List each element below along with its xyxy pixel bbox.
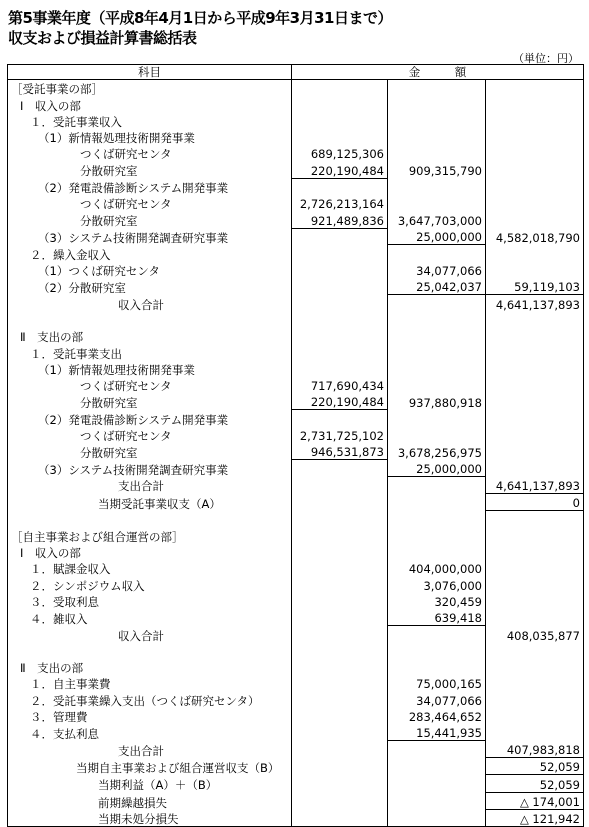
row-label: （2）発電設備診断システム開発事業 xyxy=(8,178,292,195)
amount-col-2: 283,464,652 xyxy=(388,708,486,724)
amount-col-3 xyxy=(486,262,584,278)
amount-col-3 xyxy=(486,361,584,377)
amount-col-3 xyxy=(486,129,584,145)
row-label: ２．受託事業繰入支出（つくば研究センタ） xyxy=(8,691,292,707)
amount-col-2: 3,076,000 xyxy=(388,576,486,592)
amount-col-2: 639,418 xyxy=(388,609,486,626)
amount-col-3 xyxy=(486,576,584,592)
amount-col-1 xyxy=(292,560,388,576)
amount-col-3: △ 174,001 xyxy=(486,792,584,809)
table-row xyxy=(8,410,584,427)
amount-col-1 xyxy=(292,810,388,827)
row-label: つくば研究センタ xyxy=(8,427,292,443)
amount-col-2 xyxy=(388,792,486,809)
row-label: ３．受取利息 xyxy=(8,593,292,609)
row-label: Ⅰ 収入の部 xyxy=(8,96,292,112)
amount-col-1 xyxy=(292,477,388,494)
table-row xyxy=(8,262,584,278)
table-header-row xyxy=(8,65,584,80)
amount-col-1 xyxy=(292,96,388,112)
table-row xyxy=(8,295,584,312)
amount-col-2 xyxy=(388,741,486,758)
statement-title: 収支および損益計算書総括表 xyxy=(8,29,197,47)
table-body xyxy=(8,80,584,827)
row-label: 支出合計 xyxy=(8,477,292,494)
amount-col-2 xyxy=(388,312,486,328)
table-row xyxy=(8,810,584,827)
amount-col-1 xyxy=(292,775,388,792)
unit-label: （単位：円） xyxy=(513,52,579,65)
table-row xyxy=(8,477,584,494)
amount-col-2 xyxy=(388,810,486,827)
amount-col-3 xyxy=(486,178,584,195)
table-row xyxy=(8,80,584,97)
row-label: 当期利益（A）＋（B） xyxy=(8,775,292,792)
row-label: ２．繰入金収入 xyxy=(8,245,292,262)
amount-col-1 xyxy=(292,295,388,312)
amount-col-1 xyxy=(292,113,388,129)
amount-col-3 xyxy=(486,113,584,129)
table-row xyxy=(8,560,584,576)
amount-col-2 xyxy=(388,626,486,643)
amount-col-3 xyxy=(486,145,584,161)
row-label xyxy=(8,312,292,328)
amount-col-2 xyxy=(388,758,486,775)
row-label: 当期受託事業収支（A） xyxy=(8,493,292,510)
amount-col-2 xyxy=(388,427,486,443)
amount-col-1 xyxy=(292,593,388,609)
amount-col-2 xyxy=(388,245,486,262)
amount-col-3 xyxy=(486,410,584,427)
amount-col-2 xyxy=(388,113,486,129)
amount-col-3: 408,035,877 xyxy=(486,626,584,643)
row-label: Ⅰ 収入の部 xyxy=(8,544,292,560)
row-label: Ⅱ 支出の部 xyxy=(8,328,292,344)
amount-col-1: 220,190,484 xyxy=(292,393,388,410)
amount-col-2 xyxy=(388,328,486,344)
row-label: （3）システム技術開発調査研究事業 xyxy=(8,228,292,245)
amount-col-3 xyxy=(486,691,584,707)
amount-col-1 xyxy=(292,708,388,724)
amount-col-1 xyxy=(292,792,388,809)
amount-col-1: 2,731,725,102 xyxy=(292,427,388,443)
table-row xyxy=(8,427,584,443)
amount-col-3 xyxy=(486,211,584,228)
table-row xyxy=(8,129,584,145)
amount-col-1 xyxy=(292,460,388,477)
row-label xyxy=(8,511,292,528)
table-row xyxy=(8,528,584,544)
table-row xyxy=(8,544,584,560)
amount-col-3 xyxy=(486,724,584,741)
amount-col-3 xyxy=(486,377,584,393)
statement-period-title: 第5事業年度（平成8年4月1日から平成9年3月31日まで） xyxy=(8,9,392,27)
amount-col-1 xyxy=(292,724,388,741)
amount-col-3 xyxy=(486,161,584,178)
amount-col-1 xyxy=(292,659,388,675)
amount-col-1 xyxy=(292,544,388,560)
amount-col-1: 220,190,484 xyxy=(292,161,388,178)
amount-col-1 xyxy=(292,178,388,195)
amount-col-1: 946,531,873 xyxy=(292,443,388,460)
table-row xyxy=(8,228,584,245)
amount-col-1 xyxy=(292,344,388,360)
amount-col-2 xyxy=(388,344,486,360)
table-row xyxy=(8,493,584,510)
table-row xyxy=(8,377,584,393)
amount-col-3 xyxy=(486,460,584,477)
amount-col-2 xyxy=(388,643,486,659)
amount-col-1 xyxy=(292,675,388,691)
amount-col-1 xyxy=(292,609,388,626)
amount-col-3: 59,119,103 xyxy=(486,278,584,295)
amount-col-1: 921,489,836 xyxy=(292,211,388,228)
amount-col-3: 52,059 xyxy=(486,758,584,775)
amount-col-2: 320,459 xyxy=(388,593,486,609)
row-label: ３．管理費 xyxy=(8,708,292,724)
amount-col-3: △ 121,942 xyxy=(486,810,584,827)
row-label: Ⅱ 支出の部 xyxy=(8,659,292,675)
amount-col-2: 909,315,790 xyxy=(388,161,486,178)
row-label: ４．支払利息 xyxy=(8,724,292,741)
amount-col-3 xyxy=(486,393,584,410)
row-label: （1）新情報処理技術開発事業 xyxy=(8,361,292,377)
row-label: １．賦課金収入 xyxy=(8,560,292,576)
amount-col-3 xyxy=(486,96,584,112)
amount-col-3 xyxy=(486,245,584,262)
amount-col-1 xyxy=(292,643,388,659)
amount-col-1 xyxy=(292,493,388,510)
header-amount: 金 額 xyxy=(292,65,584,80)
amount-col-2 xyxy=(388,775,486,792)
amount-col-3: 4,641,137,893 xyxy=(486,477,584,494)
row-label: （1）新情報処理技術開発事業 xyxy=(8,129,292,145)
row-label: １．自主事業費 xyxy=(8,675,292,691)
row-label: 分散研究室 xyxy=(8,443,292,460)
row-label: ４．雑収入 xyxy=(8,609,292,626)
amount-col-2: 404,000,000 xyxy=(388,560,486,576)
row-label: 分散研究室 xyxy=(8,161,292,178)
amount-col-2 xyxy=(388,493,486,510)
row-label: ［受託事業の部］ xyxy=(8,80,292,97)
amount-col-3: 52,059 xyxy=(486,775,584,792)
table-row xyxy=(8,775,584,792)
row-label: （3）システム技術開発調査研究事業 xyxy=(8,460,292,477)
table-row xyxy=(8,195,584,211)
table-row xyxy=(8,161,584,178)
amount-col-1 xyxy=(292,626,388,643)
amount-col-3: 4,641,137,893 xyxy=(486,295,584,312)
table-row xyxy=(8,675,584,691)
table-row xyxy=(8,443,584,460)
amount-col-3 xyxy=(486,560,584,576)
table-row xyxy=(8,741,584,758)
table-row xyxy=(8,361,584,377)
table-row xyxy=(8,178,584,195)
amount-col-1 xyxy=(292,741,388,758)
amount-col-3 xyxy=(486,708,584,724)
table-row xyxy=(8,758,584,775)
income-statement-table xyxy=(7,64,584,827)
amount-col-2 xyxy=(388,96,486,112)
row-label: ［自主事業および組合運営の部］ xyxy=(8,528,292,544)
amount-col-1 xyxy=(292,528,388,544)
table-row xyxy=(8,113,584,129)
amount-col-2: 3,678,256,975 xyxy=(388,443,486,460)
amount-col-1 xyxy=(292,262,388,278)
amount-col-3 xyxy=(486,344,584,360)
amount-col-2: 34,077,066 xyxy=(388,691,486,707)
row-label: １．受託事業支出 xyxy=(8,344,292,360)
table-row xyxy=(8,708,584,724)
amount-col-1 xyxy=(292,129,388,145)
amount-col-1 xyxy=(292,758,388,775)
amount-col-1 xyxy=(292,576,388,592)
table-row xyxy=(8,245,584,262)
amount-col-2: 937,880,918 xyxy=(388,393,486,410)
table-row xyxy=(8,609,584,626)
amount-col-2 xyxy=(388,528,486,544)
row-label: （2）発電設備診断システム開発事業 xyxy=(8,410,292,427)
table-row xyxy=(8,792,584,809)
amount-col-3: 0 xyxy=(486,493,584,510)
table-row xyxy=(8,278,584,295)
amount-col-1 xyxy=(292,228,388,245)
row-label: （2）分散研究室 xyxy=(8,278,292,295)
row-label: つくば研究センタ xyxy=(8,145,292,161)
table-row xyxy=(8,724,584,741)
amount-col-3 xyxy=(486,80,584,97)
amount-col-2: 25,000,000 xyxy=(388,228,486,245)
amount-col-3 xyxy=(486,659,584,675)
table-row xyxy=(8,460,584,477)
header-item: 科目 xyxy=(8,65,292,80)
amount-col-1 xyxy=(292,410,388,427)
amount-col-2 xyxy=(388,377,486,393)
amount-col-2 xyxy=(388,129,486,145)
amount-col-3 xyxy=(486,328,584,344)
amount-col-3 xyxy=(486,528,584,544)
table-row xyxy=(8,659,584,675)
amount-col-2 xyxy=(388,659,486,675)
amount-col-1: 2,726,213,164 xyxy=(292,195,388,211)
row-label: 分散研究室 xyxy=(8,393,292,410)
amount-col-2: 25,000,000 xyxy=(388,460,486,477)
amount-col-3: 4,582,018,790 xyxy=(486,228,584,245)
amount-col-3 xyxy=(486,195,584,211)
amount-col-2 xyxy=(388,178,486,195)
amount-col-1 xyxy=(292,361,388,377)
row-label xyxy=(8,643,292,659)
amount-col-2 xyxy=(388,410,486,427)
amount-col-1 xyxy=(292,511,388,528)
amount-col-2: 3,647,703,000 xyxy=(388,211,486,228)
amount-col-2: 75,000,165 xyxy=(388,675,486,691)
table-row xyxy=(8,626,584,643)
amount-col-3 xyxy=(486,643,584,659)
amount-col-1 xyxy=(292,328,388,344)
amount-col-3 xyxy=(486,312,584,328)
amount-col-1 xyxy=(292,245,388,262)
table-row xyxy=(8,145,584,161)
table-row xyxy=(8,643,584,659)
amount-col-3 xyxy=(486,593,584,609)
row-label: つくば研究センタ xyxy=(8,195,292,211)
amount-col-2 xyxy=(388,195,486,211)
table-row xyxy=(8,328,584,344)
table-row xyxy=(8,312,584,328)
row-label: 支出合計 xyxy=(8,741,292,758)
amount-col-2: 25,042,037 xyxy=(388,278,486,295)
row-label: 収入合計 xyxy=(8,295,292,312)
amount-col-1 xyxy=(292,691,388,707)
row-label: つくば研究センタ xyxy=(8,377,292,393)
amount-col-3 xyxy=(486,675,584,691)
amount-col-2: 34,077,066 xyxy=(388,262,486,278)
amount-col-2 xyxy=(388,477,486,494)
amount-col-3 xyxy=(486,443,584,460)
row-label: １．受託事業収入 xyxy=(8,113,292,129)
amount-col-3 xyxy=(486,427,584,443)
amount-col-2: 15,441,935 xyxy=(388,724,486,741)
amount-col-2 xyxy=(388,361,486,377)
amount-col-2 xyxy=(388,511,486,528)
table-row xyxy=(8,691,584,707)
row-label: 当期未処分損失 xyxy=(8,810,292,827)
amount-col-2 xyxy=(388,80,486,97)
row-label: 前期繰越損失 xyxy=(8,792,292,809)
amount-col-3: 407,983,818 xyxy=(486,741,584,758)
amount-col-3 xyxy=(486,511,584,528)
amount-col-1 xyxy=(292,312,388,328)
table-row xyxy=(8,511,584,528)
table-row xyxy=(8,593,584,609)
row-label: ２．シンポジウム収入 xyxy=(8,576,292,592)
amount-col-1: 717,690,434 xyxy=(292,377,388,393)
row-label: 分散研究室 xyxy=(8,211,292,228)
amount-col-1 xyxy=(292,80,388,97)
amount-col-3 xyxy=(486,544,584,560)
row-label: 当期自主事業および組合運営収支（B） xyxy=(8,758,292,775)
row-label: 収入合計 xyxy=(8,626,292,643)
table-row xyxy=(8,344,584,360)
table-row xyxy=(8,393,584,410)
amount-col-2 xyxy=(388,295,486,312)
amount-col-2 xyxy=(388,544,486,560)
amount-col-3 xyxy=(486,609,584,626)
table-row xyxy=(8,576,584,592)
table-row xyxy=(8,96,584,112)
row-label: （1）つくば研究センタ xyxy=(8,262,292,278)
amount-col-2 xyxy=(388,145,486,161)
table-row xyxy=(8,211,584,228)
amount-col-1 xyxy=(292,278,388,295)
amount-col-1: 689,125,306 xyxy=(292,145,388,161)
